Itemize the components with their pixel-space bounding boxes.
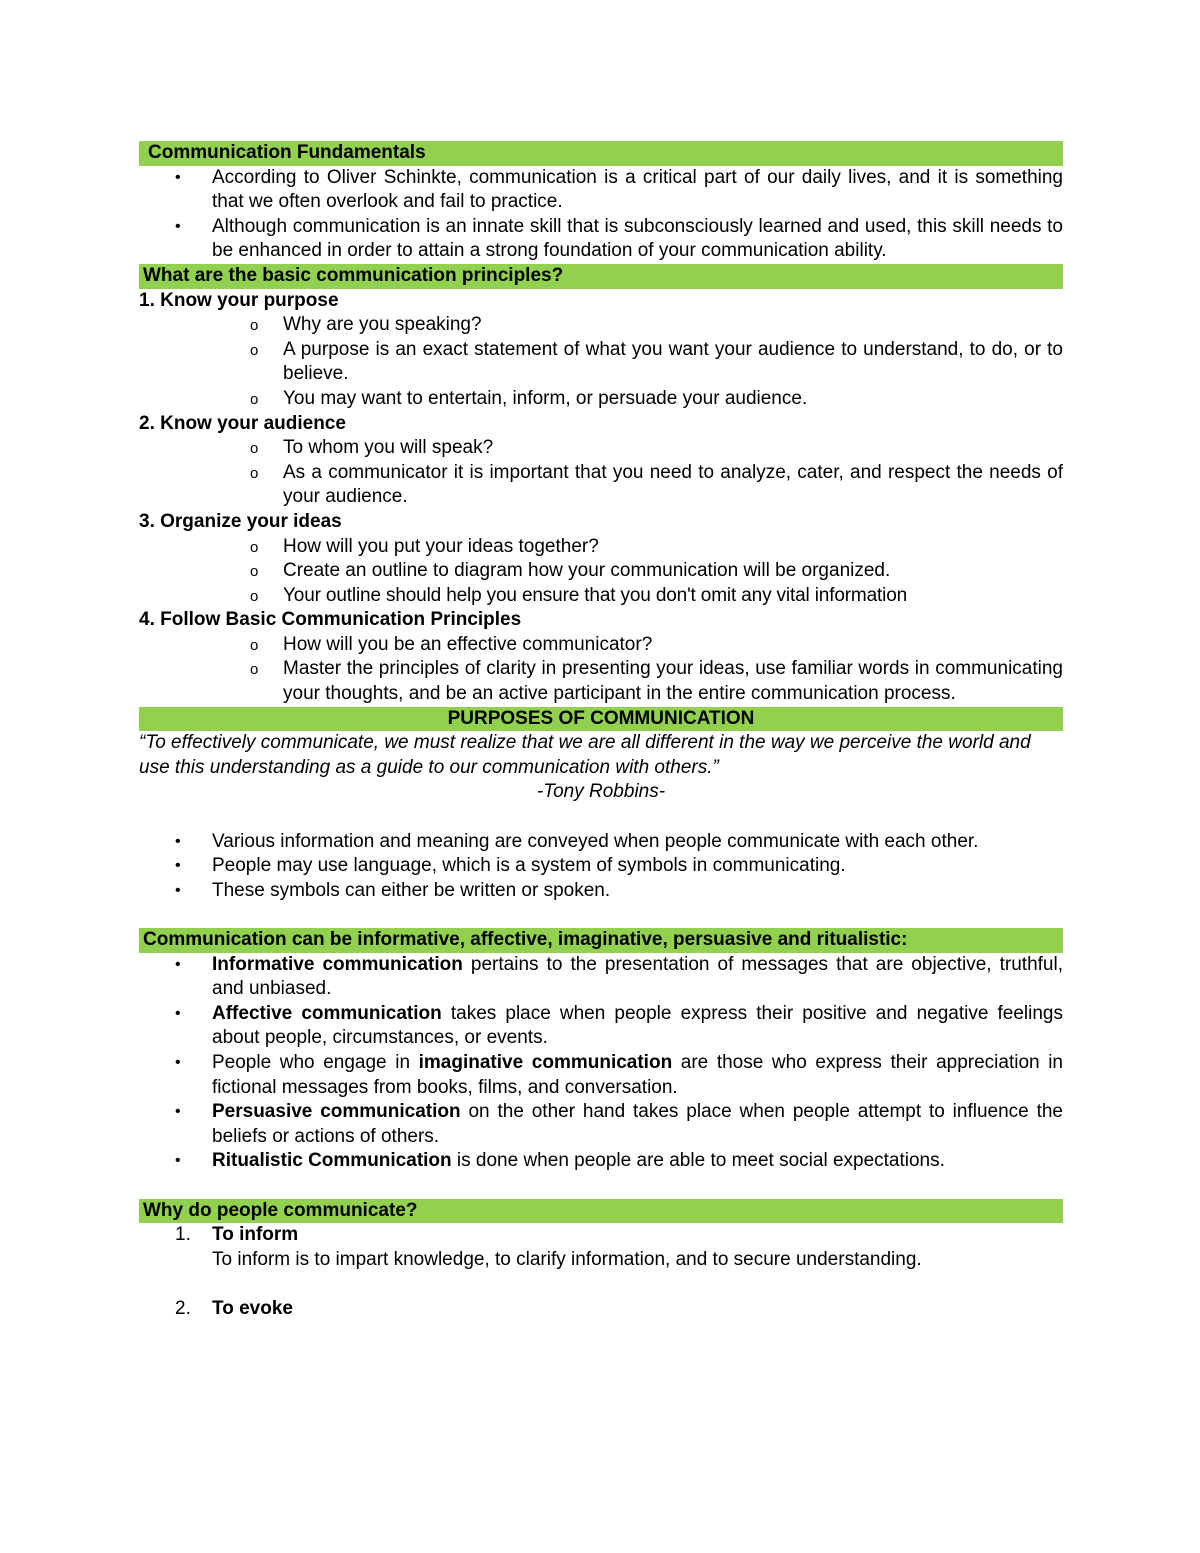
item-heading: To inform — [212, 1224, 299, 1246]
list-item: o Your outline should help you ensure that you don't omit any vital information — [139, 584, 1063, 609]
item-heading: To evoke — [212, 1297, 293, 1319]
item-text: People who engage in — [212, 1051, 419, 1073]
principle-heading: 2. Know your audience — [139, 412, 346, 434]
section-heading-why-communicate: Why do people communicate? — [139, 1199, 1063, 1224]
item-text: To inform is to impart knowledge, to clarify information, and to secure understanding. — [212, 1248, 922, 1270]
purposes-list — [139, 830, 1063, 904]
spacer — [139, 1272, 1063, 1297]
item-term: Persuasive communication — [212, 1101, 461, 1123]
principle-list — [139, 436, 1063, 510]
spacer — [139, 805, 1063, 830]
list-item: • Various information and meaning are conveyed when people communicate with each other. — [139, 830, 1063, 855]
quote-text: “To effectively communicate, we must realize that we are all different in the way we perceive the world and use this understanding as a guide to our communication with others.” — [139, 732, 1031, 778]
list-item: • These symbols can either be written or spoken. — [139, 879, 1063, 904]
quote-author: -Tony Robbins- — [536, 781, 666, 803]
list-item: o Why are you speaking? — [139, 313, 1063, 338]
document-page — [139, 141, 1063, 1322]
principle-heading: 1. Know your purpose — [139, 289, 339, 311]
list-item: o How will you be an effective communicator? — [139, 633, 1063, 658]
item-text: takes place when people express their positive and negative feelings about people, circumstances, or events. — [212, 1002, 1063, 1049]
list-item: o As a communicator it is important that you need to analyze, cater, and respect the needs of your audience. — [139, 461, 1063, 510]
list-item: o Master the principles of clarity in presenting your ideas, use familiar words in communicating your thoughts, and be an active participant in the entire communication process. — [139, 657, 1063, 706]
reasons-list — [139, 1297, 1063, 1322]
section-heading-basic-principles: What are the basic communication principles? — [139, 264, 1063, 289]
list-item — [139, 1223, 1063, 1272]
item-text: is done when people are able to meet social expectations. — [451, 1150, 945, 1172]
list-item: o How will you put your ideas together? — [139, 535, 1063, 560]
reasons-list — [139, 1223, 1063, 1272]
list-item: • According to Oliver Schinkte, communication is a critical part of our daily lives, and it is something that we often overlook and fail to practice. — [139, 166, 1063, 215]
section-heading-communication-types: Communication can be informative, affective, imaginative, persuasive and ritualistic: — [139, 928, 1063, 953]
list-item — [139, 1051, 1063, 1100]
item-number: 2. — [175, 1297, 191, 1319]
item-term: Informative communication — [212, 953, 463, 975]
list-item: o A purpose is an exact statement of what you want your audience to understand, to do, or to believe. — [139, 338, 1063, 387]
list-item: o To whom you will speak? — [139, 436, 1063, 461]
list-item: • People may use language, which is a system of symbols in communicating. — [139, 854, 1063, 879]
list-item — [139, 1149, 1063, 1174]
list-item — [139, 953, 1063, 1002]
principle-list — [139, 535, 1063, 609]
item-number: 1. — [175, 1224, 191, 1246]
item-text: are those who express their appreciation in fictional messages from books, films, and conversation. — [212, 1051, 1063, 1098]
section-heading-purposes: PURPOSES OF COMMUNICATION — [139, 707, 1063, 732]
list-item: o Create an outline to diagram how your communication will be organized. — [139, 559, 1063, 584]
item-term: Ritualistic Communication — [212, 1150, 452, 1172]
list-item — [139, 1297, 1063, 1322]
item-term: Affective communication — [212, 1002, 442, 1024]
principle-heading: 3. Organize your ideas — [139, 510, 342, 532]
spacer — [139, 903, 1063, 928]
list-item — [139, 1002, 1063, 1051]
communication-types-list — [139, 953, 1063, 1174]
principle-heading: 4. Follow Basic Communication Principles — [139, 609, 522, 631]
fundamentals-list — [139, 166, 1063, 264]
item-text: on the other hand takes place when people attempt to influence the beliefs or actions of others. — [212, 1101, 1063, 1147]
section-heading-communication-fundamentals: Communication Fundamentals — [139, 141, 1063, 166]
list-item: o You may want to entertain, inform, or persuade your audience. — [139, 387, 1063, 412]
principle-list — [139, 313, 1063, 411]
spacer — [139, 1174, 1063, 1199]
item-term: imaginative communication — [418, 1051, 673, 1073]
list-item — [139, 1100, 1063, 1149]
list-item: • Although communication is an innate skill that is subconsciously learned and used, this skill needs to be enhanced in order to attain a strong foundation of your communication ability. — [139, 215, 1063, 264]
principle-list — [139, 633, 1063, 707]
item-text: pertains to the presentation of messages that are objective, truthful, and unbiased. — [212, 953, 1063, 1000]
